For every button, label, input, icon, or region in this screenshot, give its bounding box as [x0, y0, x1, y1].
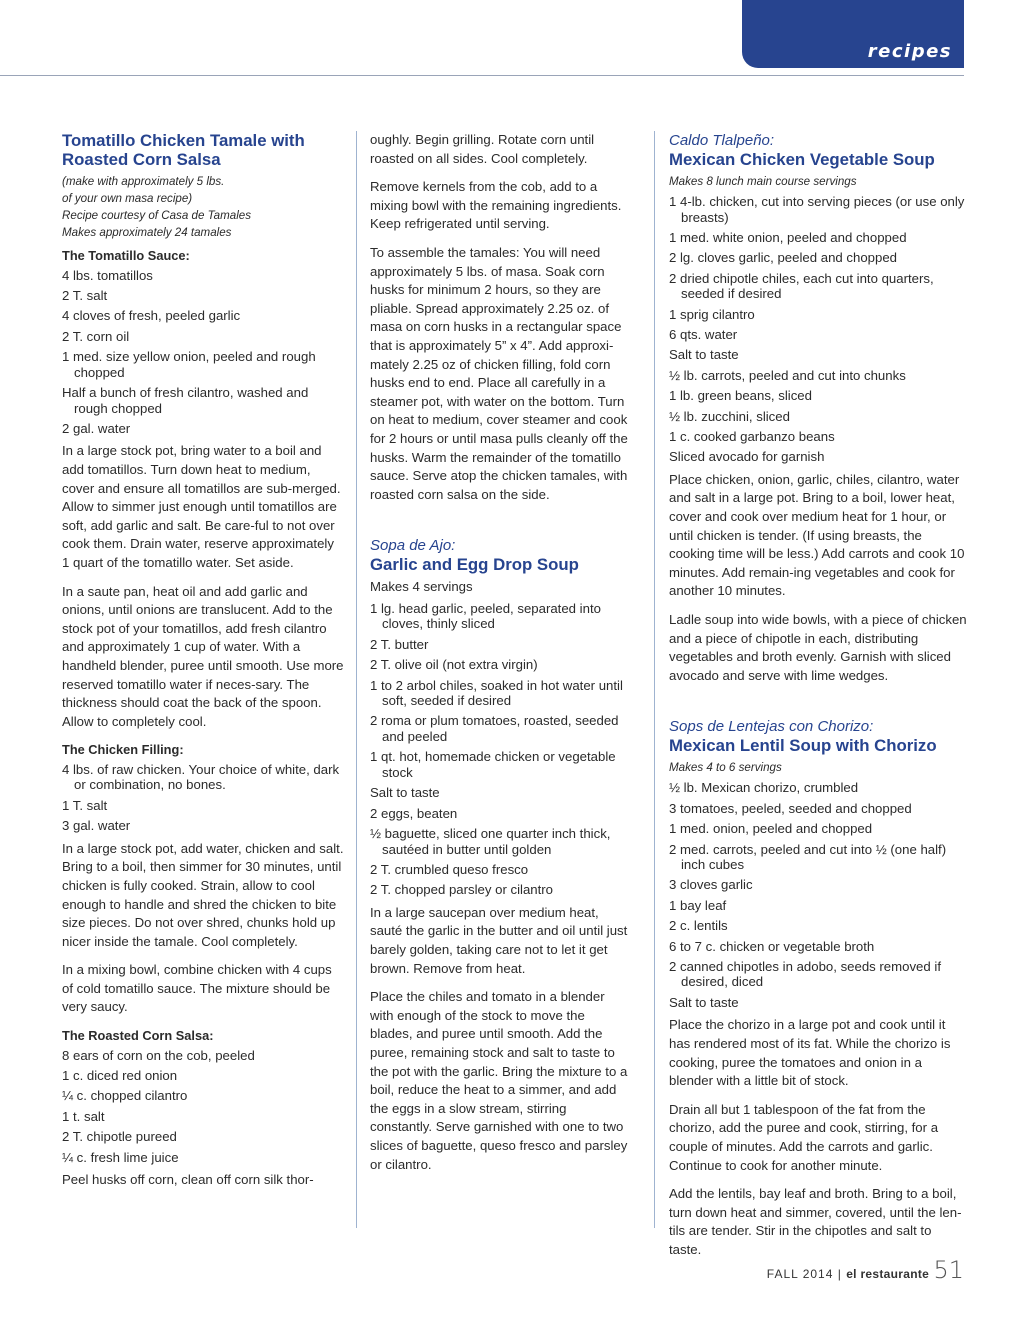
- ingredient-list: [62, 268, 344, 437]
- ingredient-item: 6 to 7 c. chicken or vegetable broth: [669, 938, 875, 954]
- ingredient-item: 1 sprig cilantro: [669, 306, 755, 322]
- page-footer: [767, 1256, 964, 1284]
- recipe-kicker: Sopa de Ajo:: [370, 537, 456, 555]
- recipe-servings: Makes 4 to 6 servings: [669, 761, 782, 775]
- ingredient-item: ¼ c. fresh lime juice: [62, 1149, 179, 1165]
- ingredient-item: 1 4-lb. chicken, cut into serving pieces (or use only breasts): [669, 194, 965, 225]
- ingredient-list: [62, 1048, 344, 1165]
- column-1: [62, 131, 344, 1200]
- section-tab: [742, 0, 964, 68]
- instruction-paragraph: In a large stock pot, add water, chicken and salt. Bring to a boil, then simmer for 30 minutes, until chicken is fully cooked. Strain, allow to cool enough to handle and shred the chicken to bite size pieces. Do not over shred, chunks hold up nicer inside the tamale. Cool completely.: [62, 840, 344, 949]
- column-2: [370, 131, 628, 1184]
- ingredient-item: ½ baguette, sliced one quarter inch thick, sautéed in butter until golden: [370, 826, 611, 857]
- ingredient-item: 2 T. butter: [370, 636, 429, 652]
- instruction-paragraph: oughly. Begin grilling. Rotate corn until roasted on all sides. Cool completely.: [370, 132, 595, 166]
- ingredient-item: 3 cloves garlic: [669, 877, 753, 893]
- ingredient-list: [370, 601, 628, 898]
- ingredient-item: 2 T. crumbled queso fresco: [370, 861, 529, 877]
- section-spacer: [370, 514, 628, 536]
- instruction-paragraph: To assemble the tamales: You will need approximately 5 lbs. of masa. Soak corn husks for minimum 2 hours, so they are pliable. Spread approximately 2.25 oz. of masa on corn husks in a rectangular space that is approximately 5” x 4”. Add approxi-mately 2.25 oz of chicken filling, fold corn husks end to end. Place all carefully in a steamer pot, with water on the bottom. Turn on heat to medium, cover steamer and cook for 2 hours or until masa pulls cleanly off the husks. Warm the remainder of the tomatillo sauce. Serve atop the chicken tamales, with roasted corn salsa on the side.: [370, 244, 628, 502]
- recipe-title: Mexican Lentil Soup with Chorizo: [669, 736, 937, 756]
- instruction-paragraph: Ladle soup into wide bowls, with a piece of chicken and a piece of chipotle in each, distributing vegetables and broth evenly. Garnish with sliced avocado and serve with lime wedges.: [669, 611, 967, 683]
- ingredient-item: 1 lg. head garlic, peeled, separated into cloves, thinly sliced: [370, 600, 601, 632]
- instruction-paragraph: In a large stock pot, bring water to a boil and add tomatillos. Turn down heat to medium, cover and ensure all tomatillos are sub-merged. Allow to simmer just enough until tomatillos are soft, add garlic and salt. Be care-ful to not over cook them. Drain water, reserve approximately 1 quart of the tomatillo water. Set aside.: [62, 443, 341, 570]
- ingredient-item: 1 t. salt: [62, 1108, 105, 1124]
- recipe-note: Makes approximately 24 tamales: [62, 226, 232, 239]
- recipe-title: Mexican Chicken Vegetable Soup: [669, 150, 935, 169]
- ingredient-item: ½ lb. Mexican chorizo, crumbled: [669, 780, 859, 796]
- ingredient-item: 1 to 2 arbol chiles, soaked in hot water until soft, seeded if desired: [370, 677, 623, 709]
- ingredient-item: ½ lb. zucchini, sliced: [669, 408, 790, 424]
- column-divider: [356, 131, 357, 1228]
- ingredient-item: 1 med. onion, peeled and chopped: [669, 821, 873, 837]
- ingredient-item: 2 dried chipotle chiles, each cut into quarters, seeded if desired: [669, 270, 934, 302]
- recipe-note: of your own masa recipe): [62, 192, 193, 205]
- ingredient-list: [62, 762, 344, 834]
- ingredient-list: [669, 780, 967, 1010]
- section-heading: The Roasted Corn Salsa:: [62, 1028, 214, 1044]
- ingredient-item: 2 gal. water: [62, 420, 131, 436]
- recipe-title: Garlic and Egg Drop Soup: [370, 555, 579, 575]
- ingredient-item: 2 T. corn oil: [62, 328, 130, 344]
- recipe-note: Recipe courtesy of Casa de Tamales: [62, 209, 252, 222]
- instruction-paragraph: In a large saucepan over medium heat, sauté the garlic in the butter and oil until just barely golden, taking care not to let it get brown. Remove from heat.: [370, 904, 628, 976]
- recipe-kicker: Sops de Lentejas con Chorizo:: [669, 718, 874, 736]
- recipe-note: (make with approximately 5 lbs.: [62, 175, 225, 188]
- ingredient-item: 1 c. diced red onion: [62, 1068, 178, 1084]
- ingredient-item: ¼ c. chopped cilantro: [62, 1088, 188, 1104]
- ingredient-item: 1 qt. hot, homemade chicken or vegetable stock: [370, 749, 616, 780]
- ingredient-item: 1 lb. green beans, sliced: [669, 388, 812, 404]
- ingredient-item: Half a bunch of fresh cilantro, washed and rough chopped: [62, 385, 309, 416]
- recipe-servings: Makes 4 servings: [370, 579, 473, 595]
- page-number: 51: [933, 1256, 964, 1284]
- ingredient-item: 2 canned chipotles in adobo, seeds removed if desired, diced: [669, 958, 941, 990]
- recipe-kicker: Caldo Tlalpeño:: [669, 132, 775, 149]
- section-tab-label: recipes: [867, 41, 952, 62]
- ingredient-item: 2 lg. cloves garlic, peeled and chopped: [669, 250, 898, 266]
- section-heading: The Tomatillo Sauce:: [62, 248, 190, 263]
- ingredient-item: 1 med. white onion, peeled and chopped: [669, 229, 907, 245]
- ingredient-item: 2 eggs, beaten: [370, 805, 458, 821]
- instruction-paragraph: In a mixing bowl, combine chicken with 4 cups of cold tomatillo sauce. The mixture should be very saucy.: [62, 962, 332, 1015]
- instruction-paragraph: Peel husks off corn, clean off corn silk thor-: [62, 1172, 314, 1188]
- instruction-paragraph: In a saute pan, heat oil and add garlic and onions, until onions are translucent. Add to the stock pot of your tomatillos, add fresh cilantro and approximately 1 cup of water. With a handheld blender, puree until smooth. Use more reserved tomatillo water if neces-sary. The thickness should coat the back of the spoon. Allow to completely cool.: [62, 583, 344, 729]
- ingredient-item: 1 med. size yellow onion, peeled and rough chopped: [62, 349, 316, 380]
- instruction-paragraph: Drain all but 1 tablespoon of the fat from the chorizo, add the puree and cook, stirring, for a couple of minutes. Add the carrots and garlic. Continue to cook for another minute.: [669, 1101, 939, 1173]
- issue-label: FALL 2014: [766, 1267, 834, 1281]
- recipe-notes: [62, 173, 344, 241]
- section-spacer: [669, 695, 967, 717]
- ingredient-item: 1 c. cooked garbanzo beans: [669, 428, 835, 444]
- ingredient-item: 3 gal. water: [62, 818, 131, 834]
- ingredient-item: 2 med. carrots, peeled and cut into ½ (one half) inch cubes: [669, 841, 947, 872]
- recipe-title: Tomatillo Chicken Tamale with Roasted Corn Salsa: [62, 131, 305, 169]
- instruction-paragraph: Add the lentils, bay leaf and broth. Bring to a boil, turn down heat and simmer, covered, until the len-tils are tender. Stir in the chipotles and salt to taste.: [669, 1186, 962, 1257]
- recipe-servings: Makes 8 lunch main course servings: [669, 175, 857, 188]
- column-divider: [654, 131, 655, 1228]
- ingredient-item: Sliced avocado for garnish: [669, 449, 825, 465]
- ingredient-item: 8 ears of corn on the cob, peeled: [62, 1047, 255, 1063]
- ingredient-item: 4 cloves of fresh, peeled garlic: [62, 308, 241, 324]
- ingredient-item: Salt to taste: [669, 347, 739, 363]
- ingredient-item: 1 T. salt: [62, 797, 108, 813]
- ingredient-item: ½ lb. carrots, peeled and cut into chunks: [669, 367, 906, 383]
- magazine-name: el restaurante: [846, 1267, 930, 1281]
- ingredient-item: Salt to taste: [370, 785, 440, 801]
- ingredient-item: 3 tomatoes, peeled, seeded and chopped: [669, 800, 912, 816]
- ingredient-item: 2 c. lentils: [669, 918, 728, 934]
- instruction-paragraph: Place chicken, onion, garlic, chiles, cilantro, water and salt in a large pot. Bring to a boil, lower heat, cover and cook over medium heat for 1 hour, or until chicken is tender. (If using breasts, the cooking time will be less.) Add carrots and cook 10 minutes. Add remain-ing vegetables and cook for another 10 minutes.: [669, 471, 965, 599]
- ingredient-item: 2 roma or plum tomatoes, roasted, seeded and peeled: [370, 713, 619, 744]
- ingredient-item: 2 T. salt: [62, 287, 108, 303]
- ingredient-item: 4 lbs. of raw chicken. Your choice of white, dark or combination, no bones.: [62, 761, 340, 793]
- ingredient-list: [669, 194, 967, 465]
- ingredient-item: 2 T. chipotle pureed: [62, 1129, 177, 1145]
- ingredient-item: 1 bay leaf: [669, 897, 727, 913]
- ingredient-item: 2 T. olive oil (not extra virgin): [370, 657, 538, 673]
- instruction-paragraph: Place the chiles and tomato in a blender with enough of the stock to move the blades, and puree until smooth. Add the puree, remaining stock and salt to taste to the pot with the garlic. Bring the mixture to a boil, reduce the heat to a simmer, and add the eggs in a slow stream, stirring constantly. Serve garnished with one to two slices of baguette, queso fresco and parsley or cilantro.: [370, 989, 628, 1172]
- ingredient-item: 2 T. chopped parsley or cilantro: [370, 882, 554, 898]
- ingredient-item: 6 qts. water: [669, 326, 738, 342]
- section-heading: The Chicken Filling:: [62, 742, 184, 758]
- instruction-paragraph: Place the chorizo in a large pot and cook until it has rendered most of its fat. While the chorizo is cooking, puree the tomatoes and onion in a blender with a little bit of stock.: [669, 1017, 951, 1089]
- ingredient-item: 4 lbs. tomatillos: [62, 267, 153, 283]
- instruction-paragraph: Remove kernels from the cob, add to a mixing bowl with the remaining ingredients. Keep refrigerated until serving.: [370, 179, 622, 232]
- footer-separator: |: [837, 1267, 842, 1281]
- column-3: [669, 131, 967, 1269]
- header-rule: [0, 75, 964, 76]
- ingredient-item: Salt to taste: [669, 994, 739, 1010]
